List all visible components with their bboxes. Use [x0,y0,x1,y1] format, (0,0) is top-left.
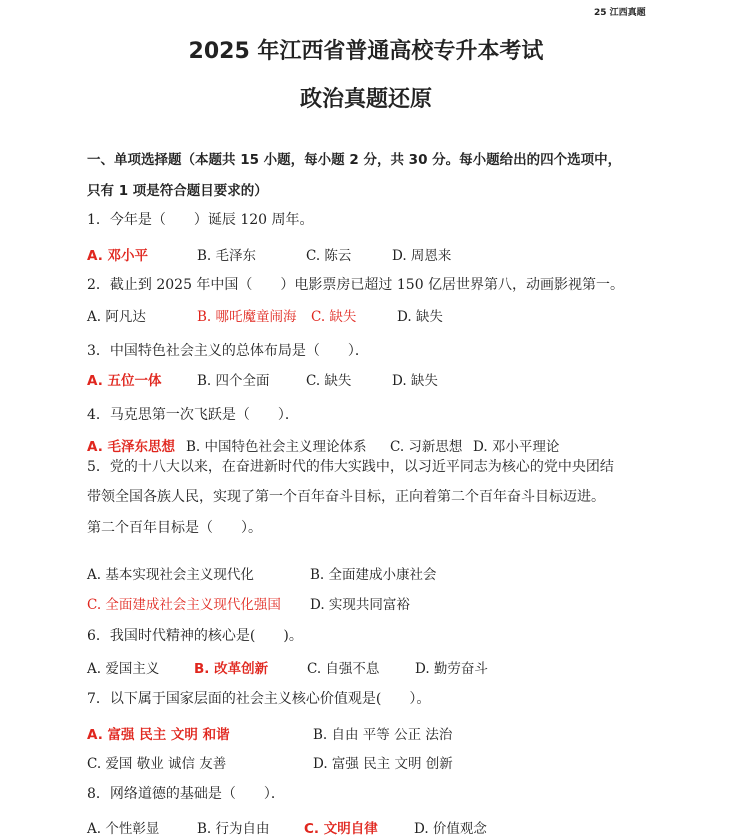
q2-option-a: A. 阿凡达 [87,309,146,325]
q8-option-b: B. 行为自由 [197,821,270,837]
q8-option-d: D. 价值观念 [414,821,487,837]
q1-option-c: C. 陈云 [306,248,352,264]
q5-option-a: A. 基本实现社会主义现代化 [87,567,254,583]
question-2-stem: 2．截止到 2025 年中国（ ）电影票房已超过 150 亿居世界第八，动画影视第一。 [87,277,625,293]
page-subtitle: 政治真题还原 [299,87,432,112]
question-4-stem: 4．马克思第一次飞跃是（ ）． [87,407,299,423]
q2-option-c: C. 缺失 [311,309,357,325]
q7-option-b: B. 自由 平等 公正 法治 [313,727,453,743]
q8-option-a: A. 个性彰显 [87,821,160,837]
q1-option-d: D. 周恩来 [392,248,452,264]
q6-option-b: B. 改革创新 [194,661,269,677]
question-5-stem-line1: 5．党的十八大以来，在奋进新时代的伟大实践中，以习近平同志为核心的党中央团结 [87,459,614,475]
q7-option-c: C. 爱国 敬业 诚信 友善 [87,756,227,772]
q1-option-b: B. 毛泽东 [197,248,257,264]
running-header: 25 江西真题 [594,8,646,18]
q7-option-d: D. 富强 民主 文明 创新 [313,756,453,772]
q6-option-a: A. 爱国主义 [87,661,160,677]
q3-option-a: A. 五位一体 [87,373,162,389]
q3-option-b: B. 四个全面 [197,373,270,389]
q6-option-d: D. 勤劳奋斗 [415,661,488,677]
q4-option-a: A. 毛泽东思想 [87,439,176,455]
q4-option-b: B. 中国特色社会主义理论体系 [186,439,367,455]
question-6-stem: 6．我国时代精神的核心是( )。 [87,628,303,644]
q4-option-c: C. 习新思想 [390,439,463,455]
q1-option-a: A. 邓小平 [87,248,149,264]
q3-option-d: D. 缺失 [392,373,438,389]
q7-option-a: A. 富强 民主 文明 和谐 [87,727,230,743]
question-1-stem: 1．今年是（ ）诞辰 120 周年。 [87,212,314,228]
q4-option-d: D. 邓小平理论 [473,439,560,455]
section-heading: 一、单项选择题（本题共 15 小题，每小题 2 分，共 30 分。每小题给出的四个选项中， [87,152,622,168]
question-7-stem: 7．以下属于国家层面的社会主义核心价值观是( ）。 [87,691,431,707]
q2-option-b: B. 哪吒魔童闹海 [197,309,297,325]
q6-option-c: C. 自强不息 [307,661,380,677]
q5-option-d: D. 实现共同富裕 [310,597,410,613]
question-5-stem-line2: 带领全国各族人民，实现了第一个百年奋斗目标，正向着第二个百年奋斗目标迈进。 [87,489,605,505]
q2-option-d: D. 缺失 [397,309,443,325]
q3-option-c: C. 缺失 [306,373,352,389]
question-8-stem: 8．网络道德的基础是（ ）． [87,786,285,802]
section-heading-cont: 只有 1 项是符合题目要求的） [87,183,268,199]
q5-option-c: C. 全面建成社会主义现代化强国 [87,597,281,613]
question-3-stem: 3．中国特色社会主义的总体布局是（ ）． [87,343,369,359]
page-title: 2025 年江西省普通高校专升本考试 [188,39,544,64]
q5-option-b: B. 全面建成小康社会 [310,567,437,583]
question-5-stem-line3: 第二个百年目标是（ ）。 [87,520,262,536]
q8-option-c: C. 文明自律 [304,821,378,837]
